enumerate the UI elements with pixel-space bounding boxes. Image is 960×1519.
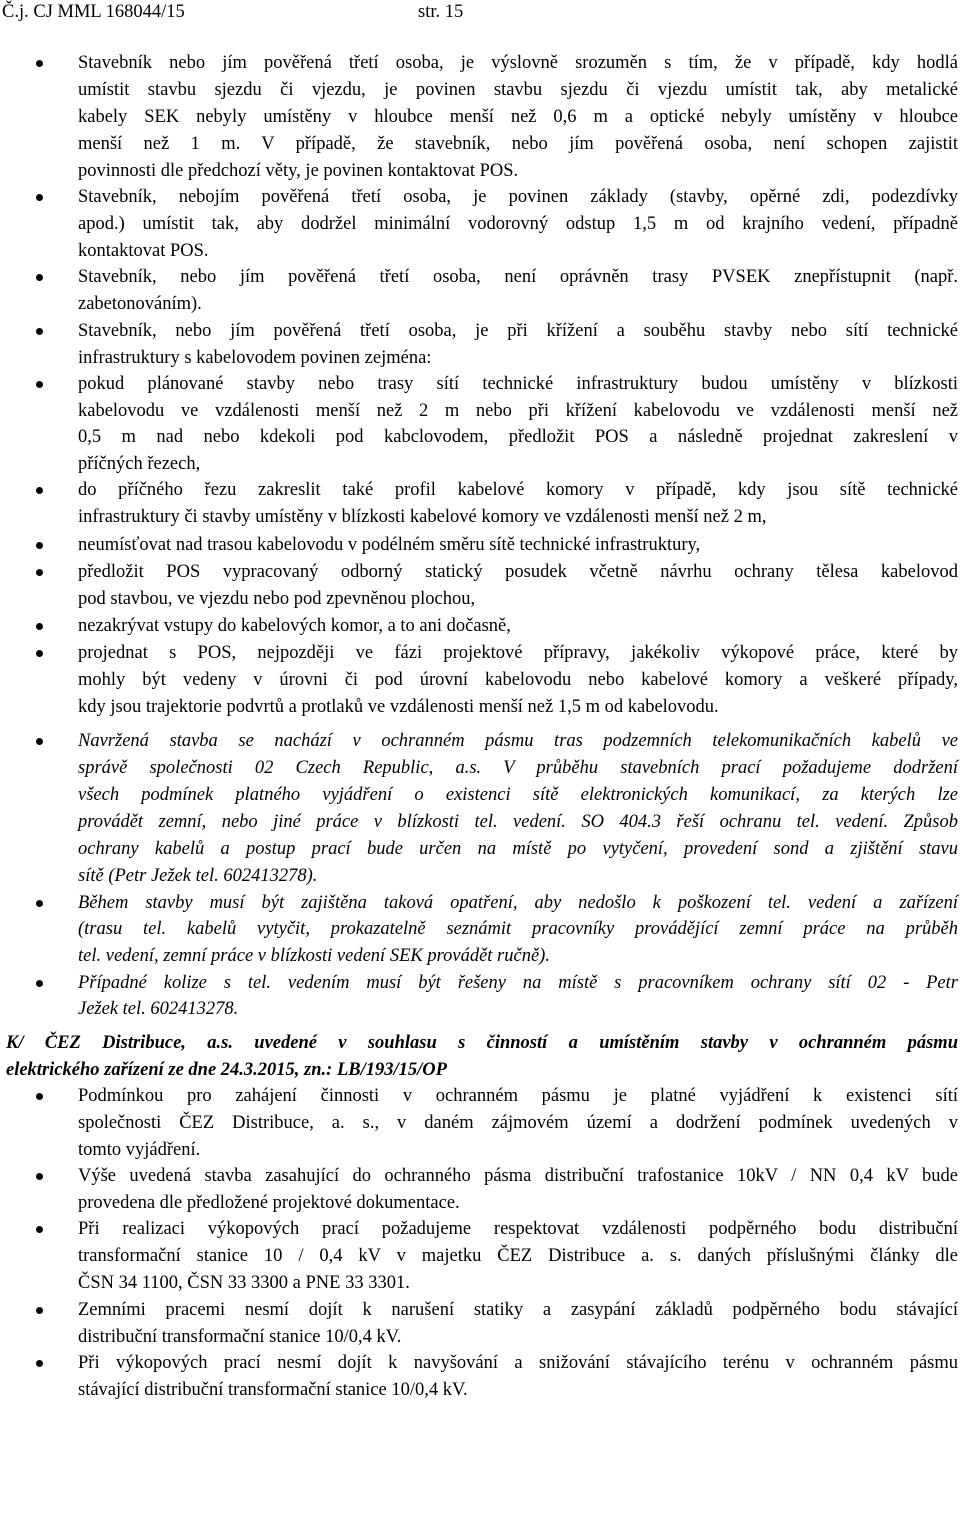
line-text: pod stavbou, ve vjezdu nebo pod zpevněnou plochou, [78,589,476,609]
line-text: infrastruktury či stavby umístěny v blízkosti kabelové komory ve vzdálenosti menší než 2 m, [78,507,767,527]
bullet-icon [36,623,43,630]
text-line [0,424,960,450]
text-line [0,586,960,612]
line-text: infrastruktury s kabelovodem povinen zejména: [78,348,432,368]
line-text: kabely SEK nebyly umístěny v hloubce menší než 0,6 m a optické nebyly umístěny v hloubce [78,107,958,127]
text-line [0,1243,960,1269]
bullet-icon [36,738,43,745]
line-text: nezakrývat vstupy do kabelových komor, a to ani dočasně, [78,616,511,636]
bullet-icon [36,650,43,657]
line-text: elektrického zařízení ze dne 24.3.2015, zn.: LB/193/15/OP [6,1060,447,1080]
text-line [0,728,960,754]
text-line [0,398,960,424]
text-line [0,1324,960,1350]
line-text: 0,5 m nad nebo kdekoli pod kabclovodem, předložit POS a následně projednat zakreslení v [78,427,958,447]
text-line [0,755,960,781]
bullet-icon [36,1360,43,1367]
text-line [0,532,960,558]
line-text: transformační stanice 10 / 0,4 kV v majetku ČEZ Distribuce a. s. daných příslušnými články dle [78,1246,958,1266]
line-text: K/ ČEZ Distribuce, a.s. uvedené v souhlasu s činností a umístěním stavby v ochranném pásmu [6,1033,958,1053]
line-text: společnosti ČEZ Distribuce, a. s., v daném zájmovém území a dodržení podmínek uvedených v [78,1113,958,1133]
text-line [0,238,960,264]
text-line [0,211,960,237]
line-text: zabetonováním). [78,294,202,314]
line-text: tomto vyjádření. [78,1140,201,1160]
text-line [0,131,960,157]
text-line [0,1377,960,1403]
bullet-icon [36,194,43,201]
line-text: menší než 1 m. V případě, že stavebník, nebo jím pověřená osoba, není schopen zajistit [78,134,958,154]
text-line [0,50,960,76]
line-text: Při výkopových prací nesmí dojít k navyšování a snižování stávajícího terénu v ochranném pásmu [78,1353,958,1373]
text-line [0,943,960,969]
bullet-icon [36,1307,43,1314]
line-text: kdy jsou trajektorie podvrtů a protlaků ve vzdálenosti menší než 1,5 m od kabelovodu. [78,697,719,717]
line-text: Navržená stavba se nachází v ochranném pásmu tras podzemních telekomunikačních kabelů ve [78,731,958,751]
line-text: (trasu tel. kabelů vytyčit, prokazatelně seznámit pracovníky provádějící zemní práce na průběh [78,919,958,939]
text-line [0,782,960,808]
text-line [0,477,960,503]
line-text: Výše uvedená stavba zasahující do ochranného pásma distribuční trafostanice 10kV / NN 0,4 kV bude [78,1166,958,1186]
text-line [0,504,960,530]
line-text: Stavebník nebo jím pověřená třetí osoba, je výslovně srozuměn s tím, že v případě, kdy hodlá [78,53,958,73]
text-line [0,613,960,639]
line-text: apod.) umístit tak, aby dodržel minimální vodorovný odstup 1,5 m od krajního vedení, případně [78,214,958,234]
text-line [0,345,960,371]
line-text: projednat s POS, nejpozději ve fázi projektové přípravy, jakékoliv výkopové práce, které by [78,643,958,663]
line-text: Zemními pracemi nesmí dojít k narušení statiky a zasypání základů podpěrného bodu stávající [78,1300,958,1320]
line-text: všech podmínek platného vyjádření o existenci sítě elektronických komunikací, za kterých lze [78,785,958,805]
text-line [0,1350,960,1376]
line-text: kabelovodu ve vzdálenosti menší než 2 m nebo při křížení kabelovodu ve vzdálenosti menší než [78,401,958,421]
text-line [0,1083,960,1109]
text-line [0,694,960,720]
section-heading-line [0,1030,960,1056]
text-line [0,836,960,862]
text-line [0,890,960,916]
line-text: kontaktovat POS. [78,241,209,261]
bullet-icon [36,381,43,388]
line-text: tel. vedení, zemní práce v blízkosti vedení SEK provádět ručně). [78,946,550,966]
line-text: Při realizaci výkopových prací požadujeme respektovat vzdálenosti podpěrného bodu distribuční [78,1219,958,1239]
text-line [0,1163,960,1189]
line-text: Stavebník, nebo jím pověřená třetí osoba, je při křížení a souběhu stavby nebo sítí technické [78,321,958,341]
text-line [0,1190,960,1216]
bullet-icon [36,1226,43,1233]
line-text: Podmínkou pro zahájení činnosti v ochranném pásmu je platné vyjádření k existenci sítí [78,1086,958,1106]
bullet-icon [36,1093,43,1100]
text-line [0,1216,960,1242]
line-text: pokud plánované stavby nebo trasy sítí technické infrastruktury budou umístěny v blízkosti [78,374,958,394]
text-line [0,158,960,184]
text-line [0,667,960,693]
text-line [0,451,960,477]
line-text: Ježek tel. 602413278. [78,999,239,1019]
line-text: stávající distribuční transformační stanice 10/0,4 kV. [78,1380,468,1400]
bullet-icon [36,487,43,494]
line-text: předložit POS vypracovaný odborný statický posudek včetně návrhu ochrany tělesa kabelovod [78,562,958,582]
text-line [0,104,960,130]
text-line [0,640,960,666]
bullet-icon [36,542,43,549]
text-line [0,1297,960,1323]
bullet-icon [36,328,43,335]
bullet-icon [36,1173,43,1180]
text-line [0,1270,960,1296]
line-text: Případné kolize s tel. vedením musí být řešeny na místě s pracovníkem ochrany sítí 02 - Petr [78,973,958,993]
line-text: do příčného řezu zakreslit také profil kabelové komory v případě, kdy jsou sítě technické [78,480,958,500]
text-line [0,996,960,1022]
section-heading-line [0,1057,960,1083]
text-line [0,291,960,317]
line-text: umístit stavbu sjezdu či vjezdu, je povinen stavbu sjezdu či vjezdu umístit tak, aby metalické [78,80,958,100]
text-line [0,77,960,103]
line-text: mohly být vedeny v úrovni či pod úrovní kabelovodu nebo kabelové komory a veškeré případy, [78,670,958,690]
bullet-icon [36,60,43,67]
line-text: ČSN 34 1100, ČSN 33 3300 a PNE 33 3301. [78,1273,410,1293]
line-text: neumísťovat nad trasou kabelovodu v podélném směru sítě technické infrastruktury, [78,535,701,555]
text-line [0,863,960,889]
text-line [0,371,960,397]
line-text: ochrany kabelů a postup prací bude určen na místě po vytyčení, provedení sond a zjištění stavu [78,839,958,859]
text-line [0,559,960,585]
line-text: Stavebník, nebo jím pověřená třetí osoba, není oprávněn trasy PVSEK znepřístupnit (např. [78,267,958,287]
bullet-icon [36,980,43,987]
line-text: příčných řezech, [78,454,201,474]
text-line [0,318,960,344]
line-text: Stavebník, nebojím pověřená třetí osoba, je povinen základy (stavby, opěrné zdi, podezdívky [78,187,958,207]
text-line [0,184,960,210]
text-line [0,970,960,996]
line-text: správě společnosti 02 Czech Republic, a.s. V průběhu stavebních prací požadujeme dodržení [78,758,958,778]
line-text: distribuční transformační stanice 10/0,4 kV. [78,1327,402,1347]
text-line [0,1137,960,1163]
line-text: sítě (Petr Ježek tel. 602413278). [78,866,318,886]
line-text: provádět zemní, nebo jiné práce v blízkosti tel. vedení. SO 404.3 řeší ochranu tel. vedení. Způsob [78,812,958,832]
bullet-icon [36,274,43,281]
text-line [0,264,960,290]
text-line [0,1110,960,1136]
bullet-icon [36,569,43,576]
page-number: str. 15 [418,2,464,22]
line-text: povinnosti dle předchozí věty, je povinen kontaktovat POS. [78,161,519,181]
bullet-icon [36,900,43,907]
text-line [0,809,960,835]
text-line [0,916,960,942]
line-text: Během stavby musí být zajištěna taková opatření, aby nedošlo k poškození tel. vedení a zařízení [78,893,958,913]
document-reference: Č.j. CJ MML 168044/15 [2,2,185,22]
line-text: provedena dle předložené projektové dokumentace. [78,1193,460,1213]
